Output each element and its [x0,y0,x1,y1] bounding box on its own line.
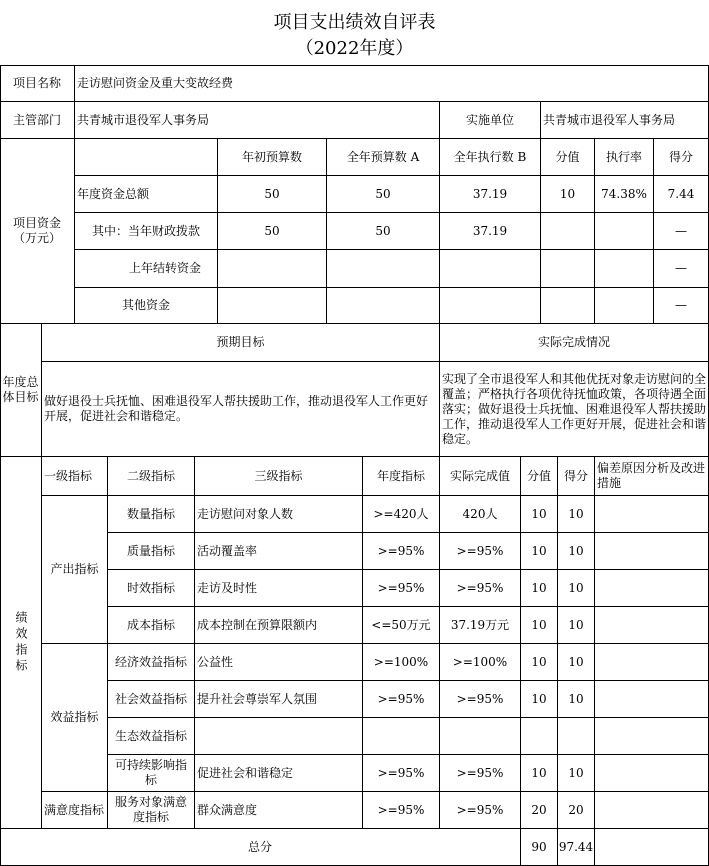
indicator-cell: 提升社会尊崇军人氛围 [195,681,363,718]
project-name-label: 项目名称 [0,65,75,102]
indicator-cell: 质量指标 [108,533,195,570]
actual-goal-text: 实现了全市退役军人和其他优抚对象走访慰问的全覆盖；严格执行各项优待抚恤政策，各项待遇全面落实；做好退役士兵抚恤、困难退役军人帮扶援助工作，推动退役军人工作更好开展，促进社会和谐稳定。 [440,362,709,457]
indicator-cell: 成本指标 [108,607,195,644]
indicator-cell: >=420人 [363,496,440,533]
funds-header: 执行率 [595,139,654,176]
funds-value [440,288,541,324]
indicator-cell: 10 [521,496,558,533]
indicator-cell: 生态效益指标 [108,718,195,755]
indicator-cell: >=95% [440,681,521,718]
indicator-header: 实际完成值 [440,457,521,496]
funds-value: 37.19 [440,213,541,250]
indicator-cell: 走访慰问对象人数 [195,496,363,533]
funds-value: 74.38% [595,176,654,213]
funds-header: 全年预算数 A [327,139,440,176]
funds-header: 全年执行数 B [440,139,541,176]
indicator-cell [595,496,709,533]
indicator-cell: 10 [521,570,558,607]
indicator-header: 分值 [521,457,558,496]
total-remarks [595,829,709,866]
dept-label: 主管部门 [0,102,75,139]
indicator-cell: 数量指标 [108,496,195,533]
indicator-cell: <=50万元 [363,607,440,644]
funds-value [595,250,654,288]
total-label: 总分 [0,829,521,866]
funds-value: 10 [541,176,595,213]
indicator-cell: 10 [558,644,595,681]
funds-value [218,250,327,288]
funds-header: 分值 [541,139,595,176]
total-score: 97.44 [558,829,595,866]
indicator-cell: 成本控制在预算限额内 [195,607,363,644]
indicator-header: 得分 [558,457,595,496]
expected-goal-header: 预期目标 [42,324,440,362]
funds-value [541,288,595,324]
indicator-cell [595,607,709,644]
funds-value: 50 [327,176,440,213]
funds-value [218,288,327,324]
indicator-cell: >=95% [363,533,440,570]
indicator-cell: >=100% [363,644,440,681]
indicator-cell [558,718,595,755]
indicator-group-name: 效益指标 [42,644,108,792]
funds-value [440,250,541,288]
indicator-cell: 10 [558,607,595,644]
total-score-value: 90 [521,829,558,866]
funds-value [327,250,440,288]
indicator-cell: 20 [521,792,558,829]
indicator-cell: 420人 [440,496,521,533]
indicators-label: 绩效指标 [0,457,42,829]
indicator-cell: 经济效益指标 [108,644,195,681]
indicator-cell: 可持续影响指标 [108,755,195,792]
indicator-cell: 10 [558,496,595,533]
page-subtitle: （2022年度） [295,38,414,59]
indicator-header: 一级指标 [42,457,108,496]
indicator-cell: 10 [558,755,595,792]
indicator-cell: >=95% [440,570,521,607]
indicator-cell [595,755,709,792]
indicator-cell: >=95% [363,792,440,829]
indicator-cell: 10 [558,533,595,570]
funds-value [595,213,654,250]
indicator-cell: >=95% [363,755,440,792]
indicator-cell: 10 [521,607,558,644]
indicator-cell: >=95% [440,533,521,570]
indicator-cell [595,644,709,681]
indicator-cell [595,718,709,755]
actual-goal-header: 实际完成情况 [440,324,709,362]
indicator-cell: >=95% [363,681,440,718]
expected-goal-text: 做好退役士兵抚恤、困难退役军人帮扶援助工作，推动退役军人工作更好开展，促进社会和谐稳定。 [42,362,440,457]
funds-value: — [654,250,709,288]
goals-label: 年度总体目标 [0,324,42,457]
funds-header-blank [75,139,218,176]
indicator-header: 偏差原因分析及改进措施 [595,457,709,496]
project-name: 走访慰问资金及重大变故经费 [75,65,709,102]
indicator-cell [595,681,709,718]
indicator-cell: 时效指标 [108,570,195,607]
indicator-cell: 10 [558,681,595,718]
indicator-cell: 促进社会和谐稳定 [195,755,363,792]
funds-label: 项目资金（万元） [0,139,75,324]
funds-value: — [654,213,709,250]
indicator-cell: >=95% [440,792,521,829]
indicator-header: 二级指标 [108,457,195,496]
indicator-cell: 社会效益指标 [108,681,195,718]
indicator-cell: >=95% [440,755,521,792]
indicator-cell: 走访及时性 [195,570,363,607]
funds-value: 50 [327,213,440,250]
indicator-cell: >=100% [440,644,521,681]
funds-value: 50 [218,213,327,250]
indicator-cell: 服务对象满意度指标 [108,792,195,829]
funds-value [541,250,595,288]
indicator-cell: 群众满意度 [195,792,363,829]
indicator-cell [363,718,440,755]
indicator-cell [595,570,709,607]
funds-value: 50 [218,176,327,213]
impl-label: 实施单位 [440,102,541,139]
indicator-cell: 10 [521,533,558,570]
indicator-cell [195,718,363,755]
indicator-cell [595,533,709,570]
indicator-group-name: 满意度指标 [42,792,108,829]
indicator-cell: 活动覆盖率 [195,533,363,570]
funds-row-label: 其中：当年财政拨款 [75,213,218,250]
indicator-header: 三级指标 [195,457,363,496]
indicator-cell: 10 [558,570,595,607]
funds-value: — [654,288,709,324]
funds-header: 得分 [654,139,709,176]
indicator-cell: 37.19万元 [440,607,521,644]
funds-value: 7.44 [654,176,709,213]
funds-value: 37.19 [440,176,541,213]
indicator-cell: 10 [521,755,558,792]
impl-value: 共青城市退役军人事务局 [541,102,709,139]
funds-row-label: 年度资金总额 [75,176,218,213]
indicator-cell: 10 [521,644,558,681]
funds-value [595,288,654,324]
dept-value: 共青城市退役军人事务局 [75,102,440,139]
indicator-cell: 20 [558,792,595,829]
indicator-header: 年度指标 [363,457,440,496]
funds-row-label: 其他资金 [75,288,218,324]
indicator-group-name: 产出指标 [42,496,108,644]
funds-value [327,288,440,324]
indicator-cell: 10 [521,681,558,718]
indicator-cell [440,718,521,755]
indicator-cell [521,718,558,755]
funds-header: 年初预算数 [218,139,327,176]
funds-row-label: 上年结转资金 [75,250,218,288]
indicator-cell [595,792,709,829]
indicator-cell: 公益性 [195,644,363,681]
indicator-cell: >=95% [363,570,440,607]
page-title: 项目支出绩效自评表 [273,12,436,33]
funds-value [541,213,595,250]
